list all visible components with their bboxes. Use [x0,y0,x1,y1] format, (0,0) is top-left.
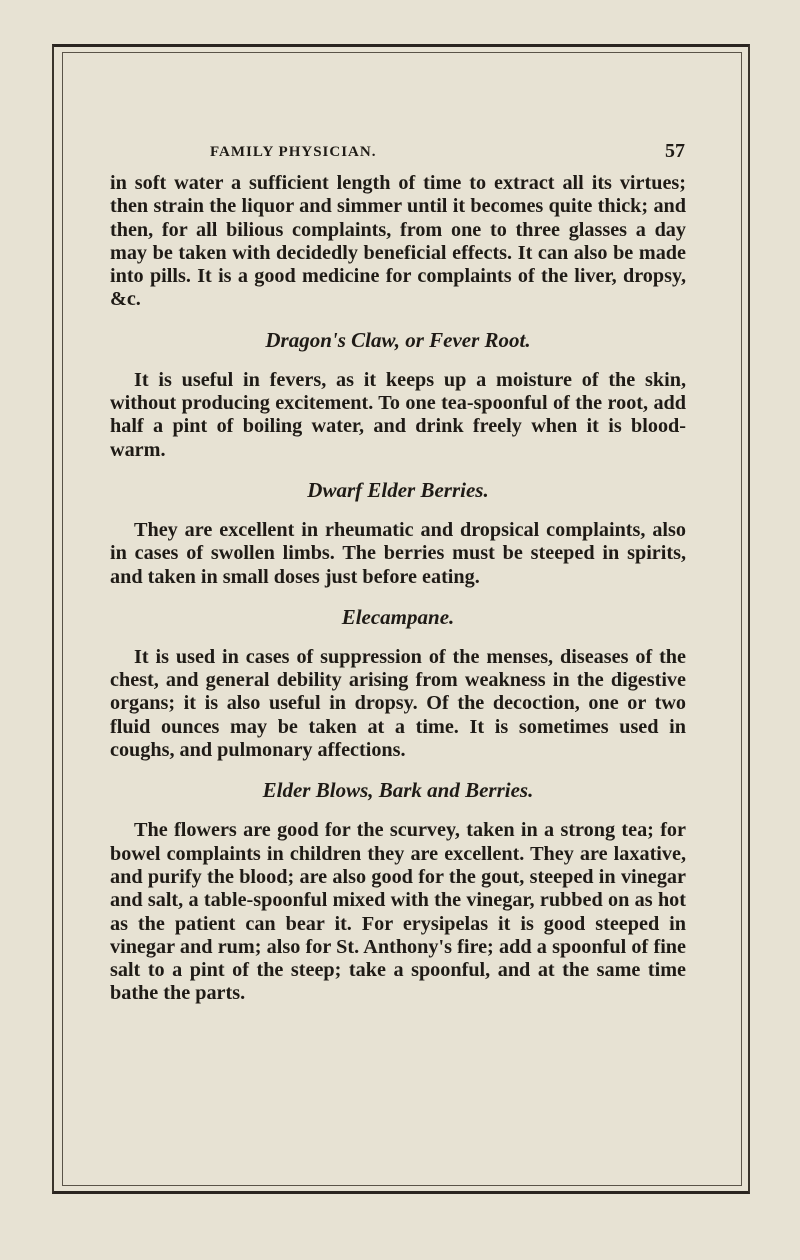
heading-dragons-claw: Dragon's Claw, or Fever Root. [265,327,531,352]
paragraph-elecampane: It is used in cases of suppression of the menses, diseases of the chest, and general debility arising from weakness in the digestive organs; it is also useful in dropsy. Of the decoction, one or two fluid ounces may be taken at a time. It is sometimes used in coughs, and pulmonary affections. [110,645,686,762]
paragraph-intro: in soft water a sufficient length of time to extract all its virtues; then strain the liquor and simmer until it becomes quite thick; and then, for all bilious complaints, from one to three glasses a day may be taken with decidedly beneficial effects. It can also be made into pills. It is a good medicine for complaints of the liver, dropsy, &c. [110,172,686,311]
page-number: 57 [665,140,685,162]
body-text [110,172,686,1006]
page-header [210,140,685,168]
heading-elecampane: Elecampane. [341,604,455,629]
paragraph-elder-blows: The flowers are good for the scurvey, taken in a strong tea; for bowel complaints in children they are excellent. They are laxative, and purify the blood; are also good for the gout, steeped in vinegar and salt, a table-spoonful mixed with the vinegar, rubbed on as hot as the patient can bear it. For erysipelas it is good steeped in vinegar and rum; also for St. Anthony's fire; add a spoonful of fine salt to a pint of the steep; take a spoonful, and at the same time bathe the parts. [110,819,686,1005]
paragraph-dragons-claw: It is useful in fevers, as it keeps up a moisture of the skin, without producing excitement. To one tea-spoonful of the root, add half a pint of boiling water, and drink freely when it is blood-warm. [110,368,686,461]
running-head: FAMILY PHYSICIAN. [210,144,377,160]
heading-elder-blows: Elder Blows, Bark and Berries. [262,778,534,803]
heading-dwarf-elder: Dwarf Elder Berries. [307,477,489,502]
paragraph-dwarf-elder: They are excellent in rheumatic and dropsical complaints, also in cases of swollen limbs. The berries must be steeped in spirits, and taken in small doses just before eating. [110,518,686,588]
